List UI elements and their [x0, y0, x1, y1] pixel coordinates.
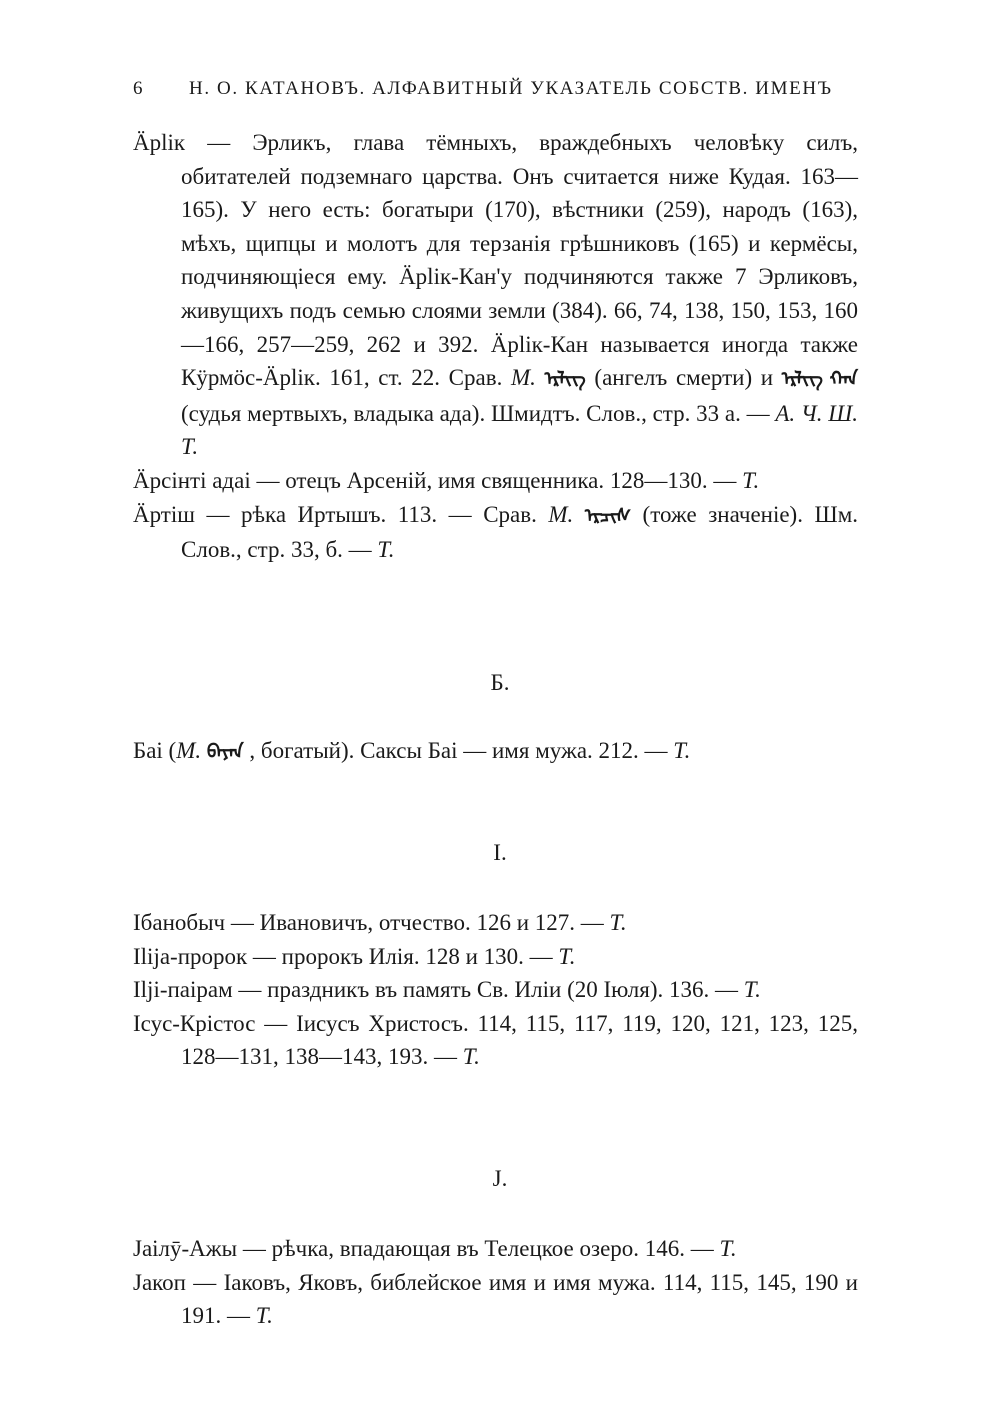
index-entry	[133, 734, 858, 770]
entry-text: Ісус-Крістос — Іисусъ Христосъ. 114, 115, 117, 119, 120, 121, 123, 125, 128—131, 138—143, 193. —	[133, 1010, 858, 1070]
index-entry	[133, 1266, 858, 1333]
entry-text: Äрlік — Эрликъ, глава тёмныхъ, враждебныхъ человѣку силъ, обитателей подземнаго царства. Онъ считается ниже Кудая. 163—165). У него есть: богатыри (170), вѣстники (259), народъ (163), мѣхъ, щипцы и молотъ для терзанія грѣшниковъ (165) и кермёсы, подчиняющіеся ему. Äрlік-Кан'у подчиняются также 7 Эрликовъ, живущихъ подъ семью слоями земли (384). 66, 74, 138, 150, 153, 160—166, 257—259, 262 и 392. Äрlік-Кан называется иногда также Кÿрмöс-Äрlік. 161, ст. 22. Срав.	[133, 130, 858, 391]
entry-text: Ilija-пророк — пророкъ Илія. 128 и 130. —	[133, 943, 559, 969]
running-title: Н. О. КАТАНОВЪ. АЛФАВИТНЫЙ УКАЗАТЕЛЬ СОБСТВ. ИМЕНЪ	[189, 78, 833, 99]
index-entry	[133, 1007, 858, 1074]
source-abbreviation: М.	[548, 501, 574, 527]
source-abbreviation: Т.	[377, 537, 395, 563]
page-number: 6	[133, 78, 145, 99]
source-abbreviation: М.	[176, 738, 202, 763]
index-entry	[133, 126, 858, 464]
section-heading-i: I.	[493, 840, 507, 865]
source-abbreviation: М.	[510, 365, 536, 391]
entry-text: (ангелъ смерти) и	[594, 365, 774, 391]
mongolian-script-word: ᠡᠷᠯᠢᠭ	[544, 368, 586, 391]
entry-text: Äртіш — рѣка Иртышъ. 113. — Срав.	[133, 501, 549, 527]
entry-text: Äрсінті адаі — отецъ Арсеній, имя священника. 128—130. —	[133, 467, 743, 493]
entry-text: Баі (	[133, 738, 177, 763]
source-abbreviation: А. Ч. Ш. Т.	[181, 400, 858, 460]
entries-section-j	[133, 1232, 858, 1333]
source-abbreviation: Т.	[609, 910, 627, 935]
index-entry	[133, 464, 858, 498]
section-heading-b: Б.	[490, 670, 510, 695]
entry-text: Ібанобыч — Ивановичъ, отчество. 126 и 127. —	[133, 910, 610, 935]
source-abbreviation: Т.	[673, 738, 691, 763]
source-abbreviation: Т.	[558, 943, 576, 969]
running-header	[133, 78, 853, 100]
entry-text: Jаілӯ-Ажы — рѣчка, впадающая въ Телецкое озеро. 146. —	[133, 1236, 720, 1261]
index-entry	[133, 1232, 858, 1266]
mongolian-script-word: ᠡᠷᠯᠢᠭ ᠬᠠᠨ	[781, 368, 859, 391]
mongolian-script-word: ᠡᠷᠴᠢᠰ	[584, 504, 631, 527]
entry-text: (судья мертвыхъ, владыка ада). Шмидтъ. Слов., стр. 33 а. —	[181, 400, 776, 426]
source-abbreviation: Т.	[743, 977, 761, 1003]
source-abbreviation: Т.	[742, 467, 760, 493]
mongolian-script-word: ᠪᠠᠶᠠᠨ	[206, 741, 244, 763]
entry-text: (тоже значеніе). Шм. Слов., стр. 33, б. —	[181, 501, 858, 563]
index-entry	[133, 498, 858, 567]
index-entry	[133, 973, 858, 1007]
entry-text: Ilji-паірам — праздникъ въ память Св. Иліи (20 Іюля). 136. —	[133, 977, 744, 1003]
source-abbreviation: Т.	[719, 1236, 737, 1261]
entries-section-b	[133, 734, 858, 770]
section-heading-j: J.	[492, 1166, 508, 1191]
index-entry	[133, 906, 858, 940]
source-abbreviation: Т.	[462, 1044, 480, 1070]
entries-section-i	[133, 906, 858, 1074]
entry-text: Jакоп — Іаковъ, Яковъ, библейское имя и имя мужа. 114, 115, 145, 190 и 191. —	[133, 1269, 858, 1329]
index-entry	[133, 940, 858, 974]
source-abbreviation: Т.	[255, 1303, 273, 1329]
entries-group-a	[133, 126, 858, 567]
entry-text: , богатый). Саксы Баі — имя мужа. 212. —	[249, 738, 674, 763]
